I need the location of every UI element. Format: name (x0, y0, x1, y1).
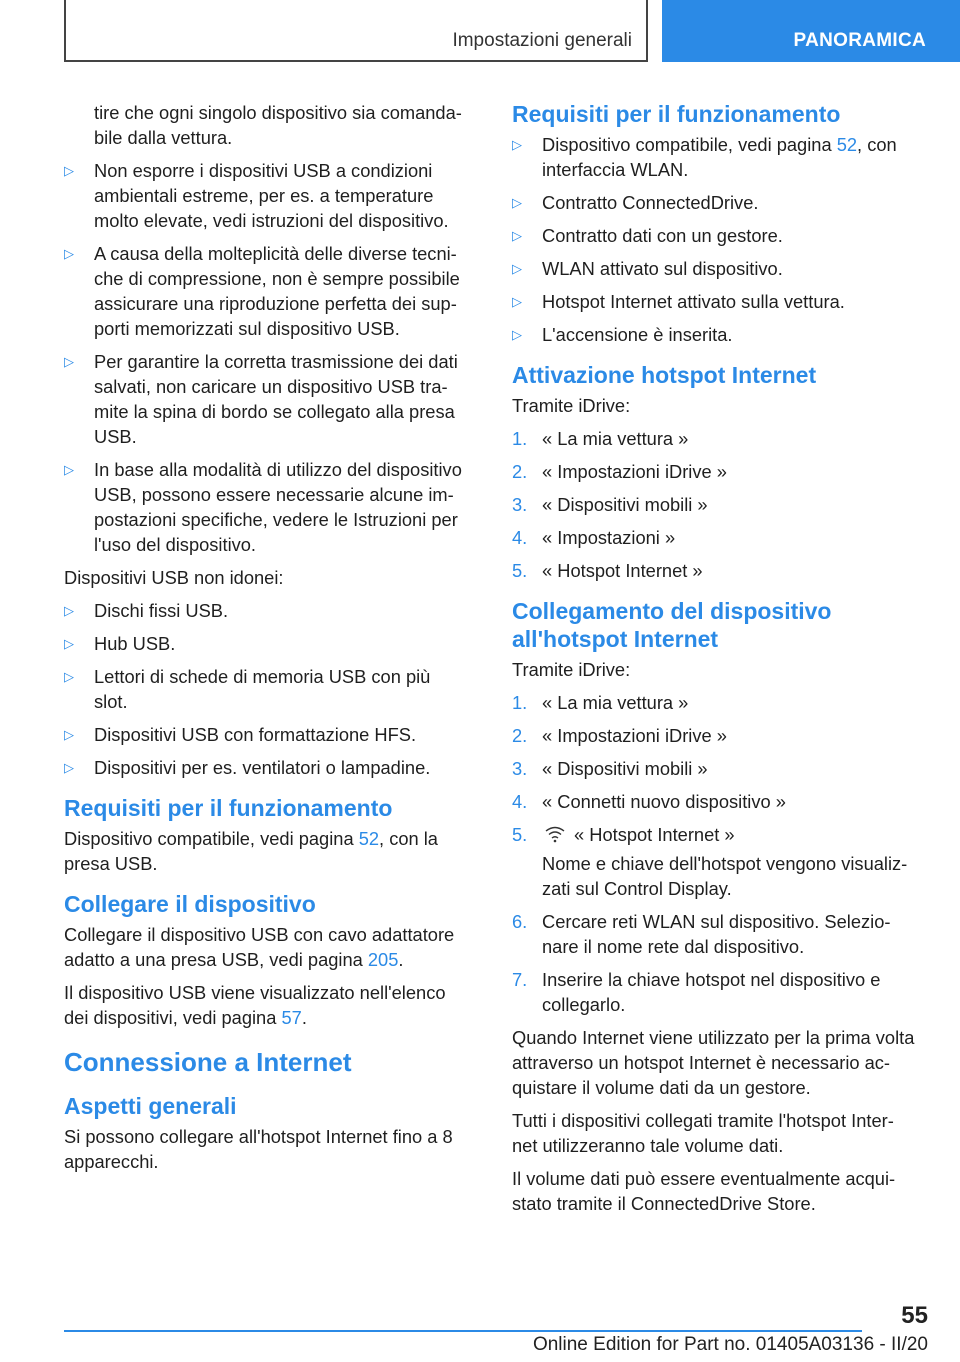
step-item (512, 426, 932, 451)
step-number: 3. (512, 494, 528, 515)
step-item (512, 558, 932, 583)
step-text: « Dispositivi mobili » (542, 758, 708, 779)
step-item (512, 459, 932, 484)
step-text: « Hotspot Internet » (574, 824, 735, 845)
right-requirements-heading: Requisiti per il funzionamento (512, 101, 841, 127)
step-number: 5. (512, 824, 528, 845)
bullet-marker-icon: ▷ (64, 636, 74, 651)
bullet-marker-icon: ▷ (512, 261, 522, 276)
bullet-marker-icon: ▷ (512, 195, 522, 210)
unsuitable-devices-list (64, 598, 478, 780)
bullet-marker-icon: ▷ (64, 603, 74, 618)
list-item-text: Lettori di schede di memoria USB con più slot. (94, 666, 431, 712)
left-column (64, 100, 478, 1174)
internet-connection-heading: Connessione a Internet (64, 1047, 352, 1077)
list-item-text: Dispositivi USB con formattazione HFS. (94, 724, 417, 745)
text-part: . (301, 1007, 307, 1028)
hotspot-activation-heading: Attivazione hotspot Internet (512, 362, 817, 388)
list-item (64, 664, 478, 714)
list-item (64, 755, 478, 780)
right-requirements-list (512, 132, 932, 347)
footer-divider (64, 1330, 862, 1332)
list-item (512, 132, 932, 182)
bullet-marker-icon: ▷ (64, 462, 74, 477)
bullet-marker-icon: ▷ (64, 669, 74, 684)
purchase-paragraph: Il volume dati può essere eventualmente acqui‐ stato tramite il ConnectedDrive Store. (512, 1168, 896, 1214)
connect-steps-list (512, 690, 932, 814)
bullet-marker-icon: ▷ (512, 137, 522, 152)
text-part: . (398, 949, 404, 970)
header-section-box (64, 0, 648, 62)
step-text: « Impostazioni iDrive » (542, 725, 727, 746)
list-item-text: Dischi fissi USB. (94, 600, 229, 621)
list-item (64, 241, 478, 341)
list-item-text: In base alla modalità di utilizzo del dispositivo USB, possono essere necessarie alcune im‐ postazioni specifiche, vedere le Istruzioni per l'uso del dispositivo. (94, 459, 462, 555)
list-item-text: WLAN attivato sul dispositivo. (542, 258, 783, 279)
bullet-marker-icon: ▷ (512, 228, 522, 243)
step-number: 2. (512, 461, 528, 482)
step-text: « La mia vettura » (542, 428, 689, 449)
step-text: Inserire la chiave hotspot nel dispositivo e collegarlo. (542, 969, 881, 1015)
list-item (512, 322, 932, 347)
list-item-text: Contratto ConnectedDrive. (542, 192, 759, 213)
step-item (512, 909, 932, 959)
page-link-52[interactable]: 52 (358, 828, 380, 849)
step-number: 6. (512, 911, 528, 932)
step-number: 2. (512, 725, 528, 746)
general-aspects-text: Si possono collegare all'hotspot Internet fino a 8 apparecchi. (64, 1126, 453, 1172)
list-item-text: Contratto dati con un gestore. (542, 225, 783, 246)
left-requirements-heading: Requisiti per il funzionamento (64, 795, 393, 821)
step-item (512, 756, 932, 781)
text-part: , con la presa USB. (64, 828, 438, 874)
activation-steps-list (512, 426, 932, 583)
step-text: « Hotspot Internet » (542, 560, 703, 581)
list-item-text: Hotspot Internet attivato sulla vettura. (542, 291, 845, 312)
bullet-marker-icon: ▷ (512, 327, 522, 342)
page-link-57[interactable]: 57 (281, 1007, 302, 1028)
list-item-text: A causa della molteplicità delle diverse tecni‐ che di compressione, non è sempre possibile assicurare una riproduzione perfetta dei sup‐ porti memorizzati sul dispositivo USB. (94, 243, 460, 339)
step-number: 1. (512, 692, 528, 713)
right-column (512, 100, 932, 1224)
left-requirements-text (64, 826, 478, 876)
bullet-marker-icon: ▷ (64, 246, 74, 261)
list-item-text: , con interfaccia WLAN. (542, 134, 897, 180)
text-part: Dispositivo compatibile, vedi pagina (64, 828, 359, 849)
header-tab[interactable] (662, 0, 960, 62)
page-link-205[interactable]: 205 (367, 949, 399, 970)
step-item (512, 525, 932, 550)
step-item (512, 492, 932, 517)
usb-notes-list (64, 158, 478, 557)
device-display-text (64, 980, 478, 1030)
step-number: 1. (512, 428, 528, 449)
list-item-text: Hub USB. (94, 633, 176, 654)
step-number: 4. (512, 527, 528, 548)
connect-hotspot-heading: Collegamento del dispositivo all'hotspot Internet (512, 598, 832, 652)
bullet-marker-icon: ▷ (64, 760, 74, 775)
wifi-icon (544, 825, 566, 843)
step-number: 5. (512, 560, 528, 581)
step-text: Cercare reti WLAN sul dispositivo. Selezio‐ nare il nome rete dal dispositivo. (542, 911, 891, 957)
unsuitable-devices-label: Dispositivi USB non idonei: (64, 567, 284, 588)
list-item (512, 223, 932, 248)
page-number: 55 (901, 1302, 928, 1329)
list-item (512, 289, 932, 314)
step-item (512, 723, 932, 748)
via-idrive-label: Tramite iDrive: (512, 659, 631, 680)
bullet-marker-icon: ▷ (64, 727, 74, 742)
page-link-52[interactable]: 52 (836, 134, 858, 155)
step-number: 3. (512, 758, 528, 779)
step-text: « Dispositivi mobili » (542, 494, 708, 515)
text-part: Il dispositivo USB viene visualizzato nell'elenco dei dispositivi, vedi pagina (64, 982, 446, 1028)
list-item (64, 722, 478, 747)
step-item-hotspot (512, 822, 932, 847)
list-item (64, 631, 478, 656)
list-item (64, 457, 478, 557)
list-item (64, 349, 478, 449)
step-item (512, 967, 932, 1017)
first-use-paragraph: Quando Internet viene utilizzato per la prima volta attraverso un hotspot Internet è necessario ac‐ quistare il volume dati da un gestore. (512, 1027, 915, 1098)
step-item (512, 789, 932, 814)
bullet-marker-icon: ▷ (64, 354, 74, 369)
connect-steps-after-list (512, 909, 932, 1017)
list-item (512, 256, 932, 281)
list-item-text: L'accensione è inserita. (542, 324, 733, 345)
step-text: « Impostazioni » (542, 527, 676, 548)
shared-volume-paragraph: Tutti i dispositivi collegati tramite l'hotspot Inter‐ net utilizzeranno tale volume dati. (512, 1110, 894, 1156)
step-text: « Connetti nuovo dispositivo » (542, 791, 786, 812)
list-item-text: Per garantire la corretta trasmissione dei dati salvati, non caricare un dispositivo USB tra‐ mite la spina di bordo se collegato alla presa USB. (94, 351, 458, 447)
text-part: Collegare il dispositivo USB con cavo adattatore adatto a una presa USB, vedi pagina (64, 924, 455, 970)
list-item (64, 598, 478, 623)
header-tab-label: PANORAMICA (793, 30, 926, 51)
step-text: « Impostazioni iDrive » (542, 461, 727, 482)
connect-device-heading: Collegare il dispositivo (64, 891, 316, 917)
bullet-marker-icon: ▷ (64, 163, 74, 178)
list-item (64, 158, 478, 233)
connect-step-5 (512, 822, 932, 847)
header-section-title: Impostazioni generali (452, 30, 632, 51)
list-item-text: Non esporre i dispositivi USB a condizioni ambientali estreme, per es. a temperature molto elevate, vedi istruzioni del dispositivo. (94, 160, 449, 231)
step5-note: Nome e chiave dell'hotspot vengono visualiz‐ zati sul Control Display. (542, 853, 908, 899)
step-number: 4. (512, 791, 528, 812)
list-item (512, 190, 932, 215)
step-number: 7. (512, 969, 528, 990)
list-item-text: Dispositivo compatibile, vedi pagina (542, 134, 837, 155)
general-aspects-heading: Aspetti generali (64, 1093, 237, 1119)
connect-device-text (64, 922, 478, 972)
via-idrive-label: Tramite iDrive: (512, 395, 631, 416)
footer-edition: Online Edition for Part no. 01405A03136 - II/20 (532, 1334, 928, 1355)
continued-bullet-text: tire che ogni singolo dispositivo sia comanda‐ bile dalla vettura. (94, 102, 462, 148)
step-text: « La mia vettura » (542, 692, 689, 713)
list-item-text: Dispositivi per es. ventilatori o lampadine. (94, 757, 431, 778)
step-item (512, 690, 932, 715)
bullet-marker-icon: ▷ (512, 294, 522, 309)
